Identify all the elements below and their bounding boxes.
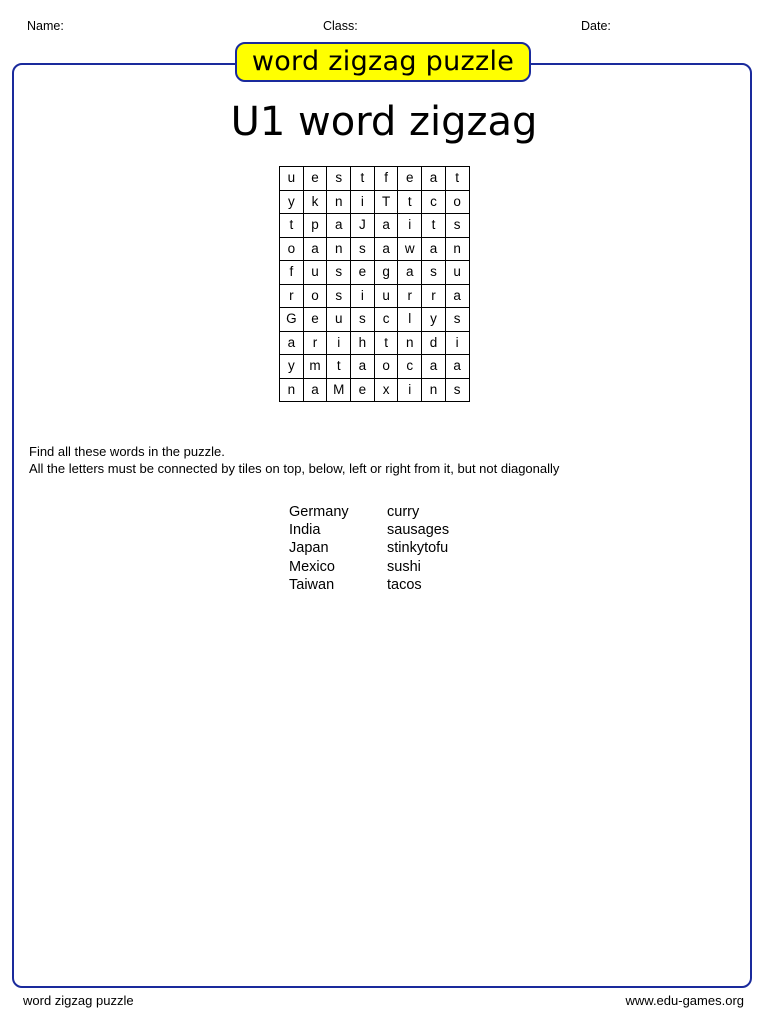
word-item: India [289,522,321,539]
date-label: Date: [581,19,611,33]
grid-cell: i [398,378,422,402]
grid-cell: T [374,190,398,214]
name-label: Name: [27,19,64,33]
grid-cell: n [280,378,304,402]
word-item: Taiwan [289,576,335,593]
grid-cell: g [374,261,398,285]
puzzle-banner: word zigzag puzzle [235,42,531,82]
grid-cell: w [398,237,422,261]
grid-cell: i [327,331,351,355]
grid-cell: s [327,167,351,191]
grid-cell: f [280,261,304,285]
grid-cell: a [303,378,327,402]
grid-cell: e [303,308,327,332]
grid-cell: r [280,284,304,308]
grid-row [280,308,470,332]
grid-cell: a [374,214,398,238]
word-item: tacos [387,576,422,593]
grid-cell: a [398,261,422,285]
grid-cell: r [303,331,327,355]
grid-cell: y [280,355,304,379]
grid-cell: t [422,214,446,238]
grid-cell: a [280,331,304,355]
grid-cell: s [445,214,469,238]
grid-cell: d [422,331,446,355]
instructions [29,443,559,477]
grid-cell: u [303,261,327,285]
footer-website: www.edu-games.org [625,993,744,1008]
grid-cell: a [327,214,351,238]
grid-cell: n [445,237,469,261]
grid-cell: a [422,167,446,191]
grid-cell: e [351,261,375,285]
grid-cell: p [303,214,327,238]
class-label: Class: [323,19,358,33]
grid-cell: s [445,378,469,402]
grid-cell: a [422,355,446,379]
word-item: sushi [387,558,421,575]
grid-cell: s [351,237,375,261]
grid-row [280,261,470,285]
grid-cell: t [445,167,469,191]
grid-cell: m [303,355,327,379]
grid-cell: a [445,284,469,308]
grid-cell: n [327,190,351,214]
grid-cell: G [280,308,304,332]
grid-cell: M [327,378,351,402]
grid-cell: t [398,190,422,214]
grid-cell: c [374,308,398,332]
grid-cell: t [374,331,398,355]
word-item: stinkytofu [387,540,449,557]
word-list-column-1 [289,503,349,594]
grid-cell: f [374,167,398,191]
grid-cell: n [422,378,446,402]
grid-cell: i [351,284,375,308]
grid-cell: y [280,190,304,214]
grid-cell: y [422,308,446,332]
grid-cell: l [398,308,422,332]
word-item: sausages [387,522,450,539]
grid-cell: s [422,261,446,285]
grid-cell: s [445,308,469,332]
grid-cell: s [351,308,375,332]
grid-cell: i [398,214,422,238]
grid-cell: r [422,284,446,308]
footer-title: word zigzag puzzle [23,993,134,1008]
grid-cell: i [351,190,375,214]
grid-cell: a [445,355,469,379]
instruction-line-2: All the letters must be connected by tiles on top, below, left or right from it, but not diagonally [29,461,560,476]
grid-cell: c [398,355,422,379]
grid-row [280,331,470,355]
grid-cell: k [303,190,327,214]
grid-cell: n [327,237,351,261]
word-item: curry [387,504,420,520]
grid-cell: t [327,355,351,379]
grid-cell: a [303,237,327,261]
grid-cell: o [445,190,469,214]
page-title: U1 word zigzag [230,99,538,145]
grid-cell: n [398,331,422,355]
grid-cell: o [374,355,398,379]
grid-cell: a [374,237,398,261]
grid-cell: e [398,167,422,191]
word-item: Japan [289,540,329,557]
grid-cell: J [351,214,375,238]
grid-cell: r [398,284,422,308]
grid-cell: u [280,167,304,191]
grid-cell: e [351,378,375,402]
grid-row [280,190,470,214]
word-item: Germany [289,504,349,520]
grid-cell: a [351,355,375,379]
grid-cell: u [445,261,469,285]
grid-row [280,284,470,308]
grid-cell: u [327,308,351,332]
grid-row [280,214,470,238]
grid-row [280,237,470,261]
grid-row [280,167,470,191]
word-list-column-2 [387,503,449,594]
grid-cell: c [422,190,446,214]
letter-grid [279,166,470,402]
grid-cell: a [422,237,446,261]
word-item: Mexico [289,558,335,575]
grid-cell: u [374,284,398,308]
grid-row [280,378,470,402]
grid-row [280,355,470,379]
grid-cell: x [374,378,398,402]
grid-cell: t [351,167,375,191]
grid-cell: o [303,284,327,308]
grid-cell: t [280,214,304,238]
grid-cell: h [351,331,375,355]
grid-cell: e [303,167,327,191]
grid-cell: i [445,331,469,355]
grid-cell: s [327,261,351,285]
grid-cell: s [327,284,351,308]
grid-cell: o [280,237,304,261]
instruction-line-1: Find all these words in the puzzle. [29,444,225,459]
